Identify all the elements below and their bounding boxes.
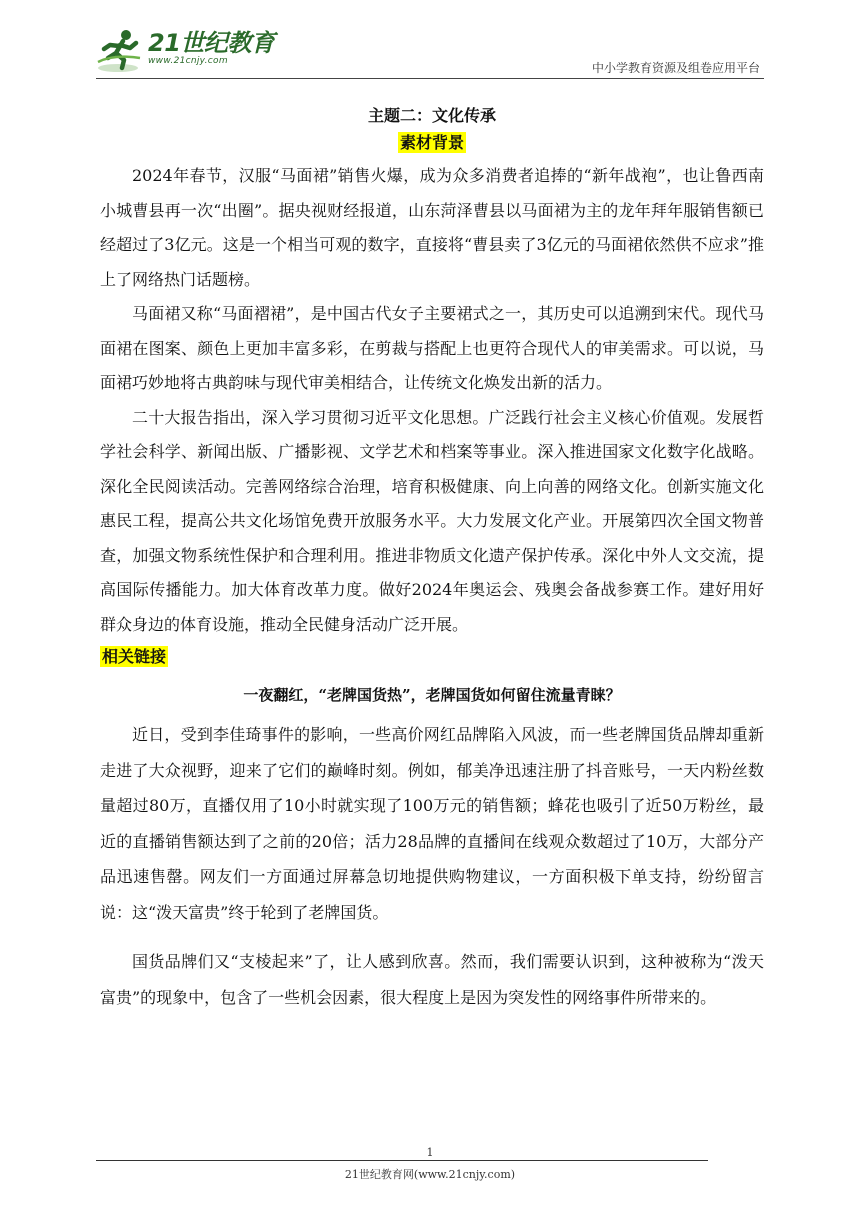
footer-text: 21世纪教育网(www.21cnjy.com) xyxy=(344,1168,516,1181)
logo-url: www.21cnjy.com xyxy=(148,56,228,66)
paragraph: 国货品牌们又“支棱起来”了，让人感到欣喜。然而，我们需要认识到，这种被称为“泼天富贵”的现象中，包含了一些机会因素，很大程度上是因为突发性的网络事件所带来的。 xyxy=(100,952,764,1007)
section-label-links: 相关链接 xyxy=(102,647,167,666)
logo-wordmark: 21世纪教育 xyxy=(148,29,275,57)
platform-name: 中小学教育资源及组卷应用平台 xyxy=(591,61,760,75)
runner-logo-icon xyxy=(96,28,146,74)
paragraph: 二十大报告指出，深入学习贯彻习近平文化思想。广泛践行社会主义核心价值观。发展哲学社会科学、新闻出版、广播影视、文学艺术和档案等事业。深入推进国家文化数字化战略。深化全民阅读活动。完善网络综合治理，培育积极健康、向上向善的网络文化。创新实施文化惠民工程，提高公共文化场馆免费开放服务水平。大力发展文化产业。开展第四次全国文物普查，加强文物系统性保护和合理利用。推进非物质文化遗产保护传承。深化中外人文交流，提高国际传播能力。加大体育改革力度。做好2024年奥运会、残奥会备战参赛工作。建好用好群众身边的体育设施，推动全民健身活动广泛开展。 xyxy=(100,407,764,634)
paragraph: 马面裙又称“马面褶裙”，是中国古代女子主要裙式之一，其历史可以追溯到宋代。现代马面裙在图案、颜色上更加丰富多彩，在剪裁与搭配上也更符合现代人的审美需求。可以说，马面裙巧妙地将古典韵味与现代审美相结合，让传统文化焕发出新的活力。 xyxy=(100,304,764,392)
paragraph: 2024年春节，汉服“马面裙”销售火爆，成为众多消费者追捧的“新年战袍”，也让鲁西南小城曹县再一次“出圈”。据央视财经报道，山东菏泽曹县以马面裙为主的龙年拜年服销售额已经超过了3亿元。这是一个相当可观的数字，直接将“曹县卖了3亿元的马面裙依然供不应求”推上了网络热门话题榜。 xyxy=(100,166,764,289)
footer-divider xyxy=(96,1160,708,1161)
header-divider xyxy=(96,78,764,79)
logo xyxy=(96,28,274,74)
section-label-background: 素材背景 xyxy=(399,133,464,152)
topic-title: 主题二：文化传承 xyxy=(367,106,496,125)
page-header xyxy=(96,28,764,78)
page-number: 1 xyxy=(426,1146,434,1159)
paragraph: 近日，受到李佳琦事件的影响，一些高价网红品牌陷入风波，而一些老牌国货品牌却重新走进了大众视野，迎来了它们的巅峰时刻。例如，郁美净迅速注册了抖音账号，一天内粉丝数量超过80万，直播仅用了10小时就实现了100万元的销售额；蜂花也吸引了近50万粉丝，最近的直播销售额达到了之前的20倍；活力28品牌的直播间在线观众数超过了10万，大部分产品迅速售罄。网友们一方面通过屏幕急切地提供购物建议，一方面积极下单支持，纷纷留言说：这“泼天富贵”终于轮到了老牌国货。 xyxy=(100,725,764,922)
main-content xyxy=(100,100,764,1015)
article-title: 一夜翻红，“老牌国货热”，老牌国货如何留住流量青睐？ xyxy=(243,686,621,704)
